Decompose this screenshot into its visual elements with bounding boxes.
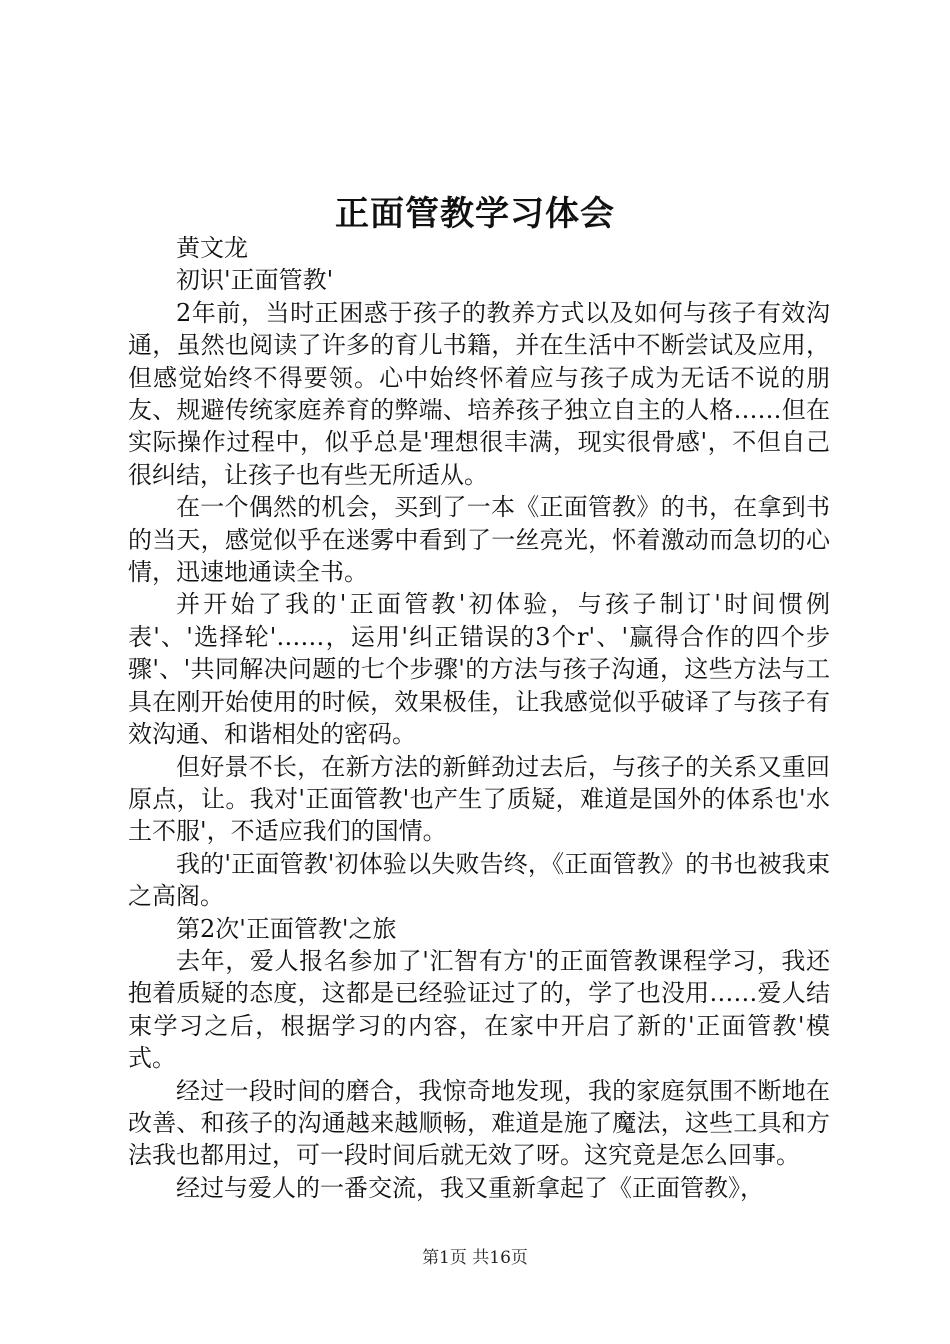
paragraph: 在一个偶然的机会，买到了一本《正面管教》的书，在拿到书的当天，感觉似乎在迷雾中看到了一丝亮光，怀着激动而急切的心情，迅速地通读全书。 [128, 493, 830, 587]
paragraph: 并开始了我的'正面管教'初体验，与孩子制订'时间惯例表'、'选择轮'……，运用'纠正错误的3个r'、'赢得合作的四个步骤'、'共同解决问题的七个步骤'的方法与孩子沟通，这些方法与工具在刚开始使用的时候，效果极佳，让我感觉似乎破译了与孩子有效沟通、和谐相处的密码。 [128, 590, 830, 749]
paragraph: 经过一段时间的磨合，我惊奇地发现，我的家庭氛围不断地在改善、和孩子的沟通越来越顺畅，难道是施了魔法，这些工具和方法我也都用过，可一段时间后就无效了呀。这究竟是怎么回事。 [128, 1076, 830, 1170]
paragraph: 经过与爱人的一番交流，我又重新拿起了《正面管教》， [176, 1173, 764, 1202]
paragraph: 但好景不长，在新方法的新鲜劲过去后，与孩子的关系又重回原点，让。我对'正面管教'也产生了质疑，难道是国外的体系也'水土不服'，不适应我们的国情。 [128, 752, 830, 846]
paragraph: 我的'正面管教'初体验以失败告终，《正面管教》的书也被我束之高阁。 [128, 849, 830, 911]
author-name: 黄文龙 [176, 234, 248, 262]
document-body [128, 232, 830, 1204]
paragraph: 去年，爱人报名参加了'汇智有方'的正面管教课程学习，我还抱着质疑的态度，这都是已经验证过了的，学了也没用……爱人结束学习之后，根据学习的内容，在家中开启了新的'正面管教'模式。 [128, 946, 830, 1073]
section-heading: 初识'正面管教' [176, 266, 334, 295]
paragraph: 2年前，当时正困惑于孩子的教养方式以及如何与孩子有效沟通，虽然也阅读了许多的育儿书籍，并在生活中不断尝试及应用，但感觉始终不得要领。心中始终怀着应与孩子成为无话不说的朋友、规避传统家庭养育的弊端、培养孩子独立自主的人格……但在实际操作过程中，似乎总是'理想很丰满，现实很骨感'，不但自己很纠结，让孩子也有些无所适从。 [128, 298, 830, 489]
document-title: 正面管教学习体会 [335, 194, 615, 234]
section-heading: 第2次'正面管教'之旅 [176, 914, 397, 943]
page-number-footer: 第1页 共16页 [422, 1248, 528, 1268]
